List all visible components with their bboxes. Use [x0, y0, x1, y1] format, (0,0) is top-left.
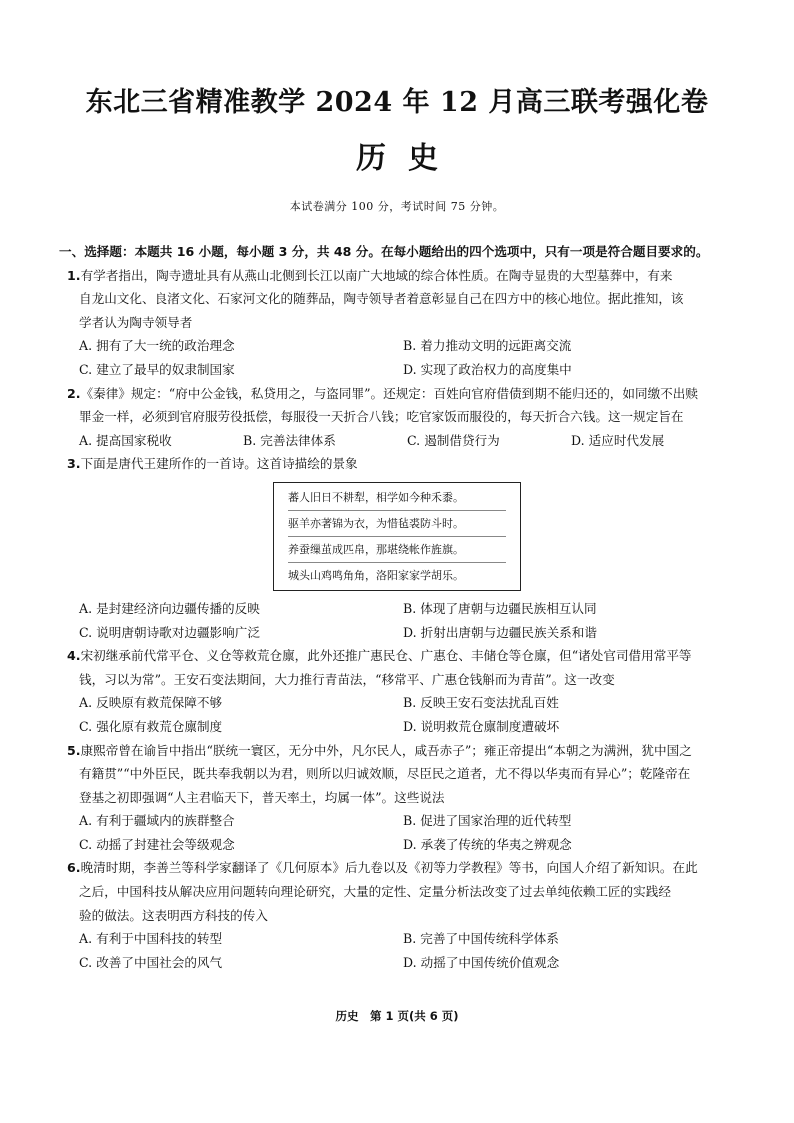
option-a[interactable]: A. 有利于疆域内的族群整合: [79, 813, 235, 829]
question-text-line: 晚清时期，李善兰等科学家翻译了《几何原本》后九卷以及《初等力学教程》等书，向国人介绍了新知识。在此: [80, 860, 698, 876]
poem-line: 驱羊亦著锦为衣，为惜毡裘防斗时。: [288, 511, 506, 537]
question-text-line: 《秦律》规定：“府中公金钱，私贷用之，与盗同罪”。还规定：百姓向官府借债到期不能归还的，如同缴不出赎: [80, 385, 698, 401]
option-b[interactable]: B. 完善法律体系: [243, 432, 336, 448]
option-c[interactable]: C. 改善了中国社会的风气: [79, 954, 223, 970]
answer-options: [67, 597, 727, 644]
question-number: 3.: [67, 456, 81, 472]
question-5: [67, 739, 727, 857]
question-4: [67, 644, 727, 738]
exam-instructions: 本试卷满分 100 分，考试时间 75 分钟。: [289, 200, 505, 213]
option-c[interactable]: C. 遏制借贷行为: [407, 432, 500, 448]
question-area: [59, 240, 727, 974]
answer-options: [67, 429, 727, 453]
question-text-line: 宋初继承前代常平仓、义仓等救荒仓廪，此外还推广惠民仓、广惠仓、丰储仓等仓廪，但“诸处官司借用常平等: [80, 648, 692, 664]
option-d[interactable]: D. 动摇了中国传统价值观念: [403, 954, 560, 970]
poem-line: 城头山鸡鸣角角，洛阳家家学胡乐。: [288, 568, 464, 582]
section-heading: 一、选择题：本题共 16 小题，每小题 3 分，共 48 分。在每小题给出的四个选项中，只有一项是符合题目要求的。: [59, 244, 709, 259]
question-2: [67, 382, 727, 453]
question-text-line: 下面是唐代王建所作的一首诗。这首诗描绘的景象: [80, 456, 358, 472]
option-c[interactable]: C. 说明唐朝诗歌对边疆影响广泛: [79, 624, 260, 640]
option-d[interactable]: D. 实现了政治权力的高度集中: [403, 361, 572, 377]
question-number: 4.: [67, 648, 81, 664]
option-c[interactable]: C. 动摇了封建社会等级观念: [79, 836, 235, 852]
question-text-line: 康熙帝曾在谕旨中指出“朕统一寰区，无分中外，凡尔民人，咸吾赤子”；雍正帝提出“本朝之为满洲，犹中国之: [80, 742, 692, 758]
option-d[interactable]: D. 适应时代发展: [571, 432, 665, 448]
question-number: 5.: [67, 742, 81, 758]
option-b[interactable]: B. 反映王安石变法扰乱百姓: [403, 695, 559, 711]
poem-box-wrapper: [67, 476, 727, 597]
question-text-line: 登基之初即强调“人主君临天下，普天率土，均属一体”。这些说法: [79, 789, 445, 805]
question-text-line: 钱，习以为常”。王安石变法期间，大力推行青苗法，“移常平、广惠仓钱斛而为青苗”。这一改变: [79, 671, 615, 687]
option-a[interactable]: A. 有利于中国科技的转型: [79, 931, 223, 947]
option-a[interactable]: A. 反映原有救荒保障不够: [79, 695, 223, 711]
option-b[interactable]: B. 着力推动文明的远距离交流: [403, 338, 572, 354]
answer-options: [67, 927, 727, 974]
option-d[interactable]: D. 折射出唐朝与边疆民族关系和谐: [403, 624, 597, 640]
option-a[interactable]: A. 拥有了大一统的政治理念: [79, 338, 235, 354]
question-text-line: 自龙山文化、良渚文化、石家河文化的随葬品，陶寺领导者着意彰显自己在四方中的核心地位。据此推知，该: [79, 291, 684, 307]
question-1: [67, 264, 727, 382]
question-text-line: 有籍贯”“中外臣民，既共奉我朝以为君，则所以归诚效顺，尽臣民之道者，尤不得以华夷而有异心”；乾隆帝在: [79, 766, 691, 782]
question-number: 1.: [67, 267, 81, 283]
question-text-line: 之后，中国科技从解决应用问题转向理论研究，大量的定性、定量分析法改变了过去单纯依赖工匠的实践经: [79, 884, 671, 900]
question-number: 2.: [67, 385, 81, 401]
option-d[interactable]: D. 承袭了传统的华夷之辨观念: [403, 836, 572, 852]
question-text-line: 罪金一样，必须到官府服劳役抵偿，每服役一天折合八钱；吃官家饭而服役的，每天折合六钱。这一规定旨在: [79, 409, 684, 425]
option-b[interactable]: B. 体现了唐朝与边疆民族相互认同: [403, 600, 597, 616]
answer-options: [67, 334, 727, 381]
option-a[interactable]: A. 提高国家税收: [79, 432, 172, 448]
option-d[interactable]: D. 说明救荒仓廪制度遭破坏: [403, 718, 560, 734]
answer-options: [67, 691, 727, 738]
option-a[interactable]: A. 是封建经济向边疆传播的反映: [79, 600, 260, 616]
question-text-line: 验的做法。这表明西方科技的传入: [79, 907, 268, 923]
poem-box: [273, 482, 521, 591]
poem-line: 蕃人旧日不耕犁，相学如今种禾黍。: [288, 485, 506, 511]
exam-title: 东北三省精准教学 2024 年 12 月高三联考强化卷: [85, 87, 709, 118]
question-6: [67, 856, 727, 974]
question-text-line: 有学者指出，陶寺遗址具有从燕山北侧到长江以南广大地域的综合体性质。在陶寺显贵的大型墓葬中，有来: [80, 267, 673, 283]
question-3: [67, 452, 727, 644]
option-b[interactable]: B. 完善了中国传统科学体系: [403, 931, 559, 947]
option-c[interactable]: C. 强化原有救荒仓廪制度: [79, 718, 223, 734]
poem-line: 养蚕缫茧成匹帛，那堪绕帐作旌旗。: [288, 537, 506, 563]
option-b[interactable]: B. 促进了国家治理的近代转型: [403, 813, 572, 829]
answer-options: [67, 809, 727, 856]
subject-title: 历史: [356, 141, 460, 176]
question-text-line: 学者认为陶寺领导者: [79, 314, 193, 330]
question-number: 6.: [67, 860, 81, 876]
page-footer: 历史 第 1 页(共 6 页): [335, 1009, 459, 1023]
option-c[interactable]: C. 建立了最早的奴隶制国家: [79, 361, 235, 377]
